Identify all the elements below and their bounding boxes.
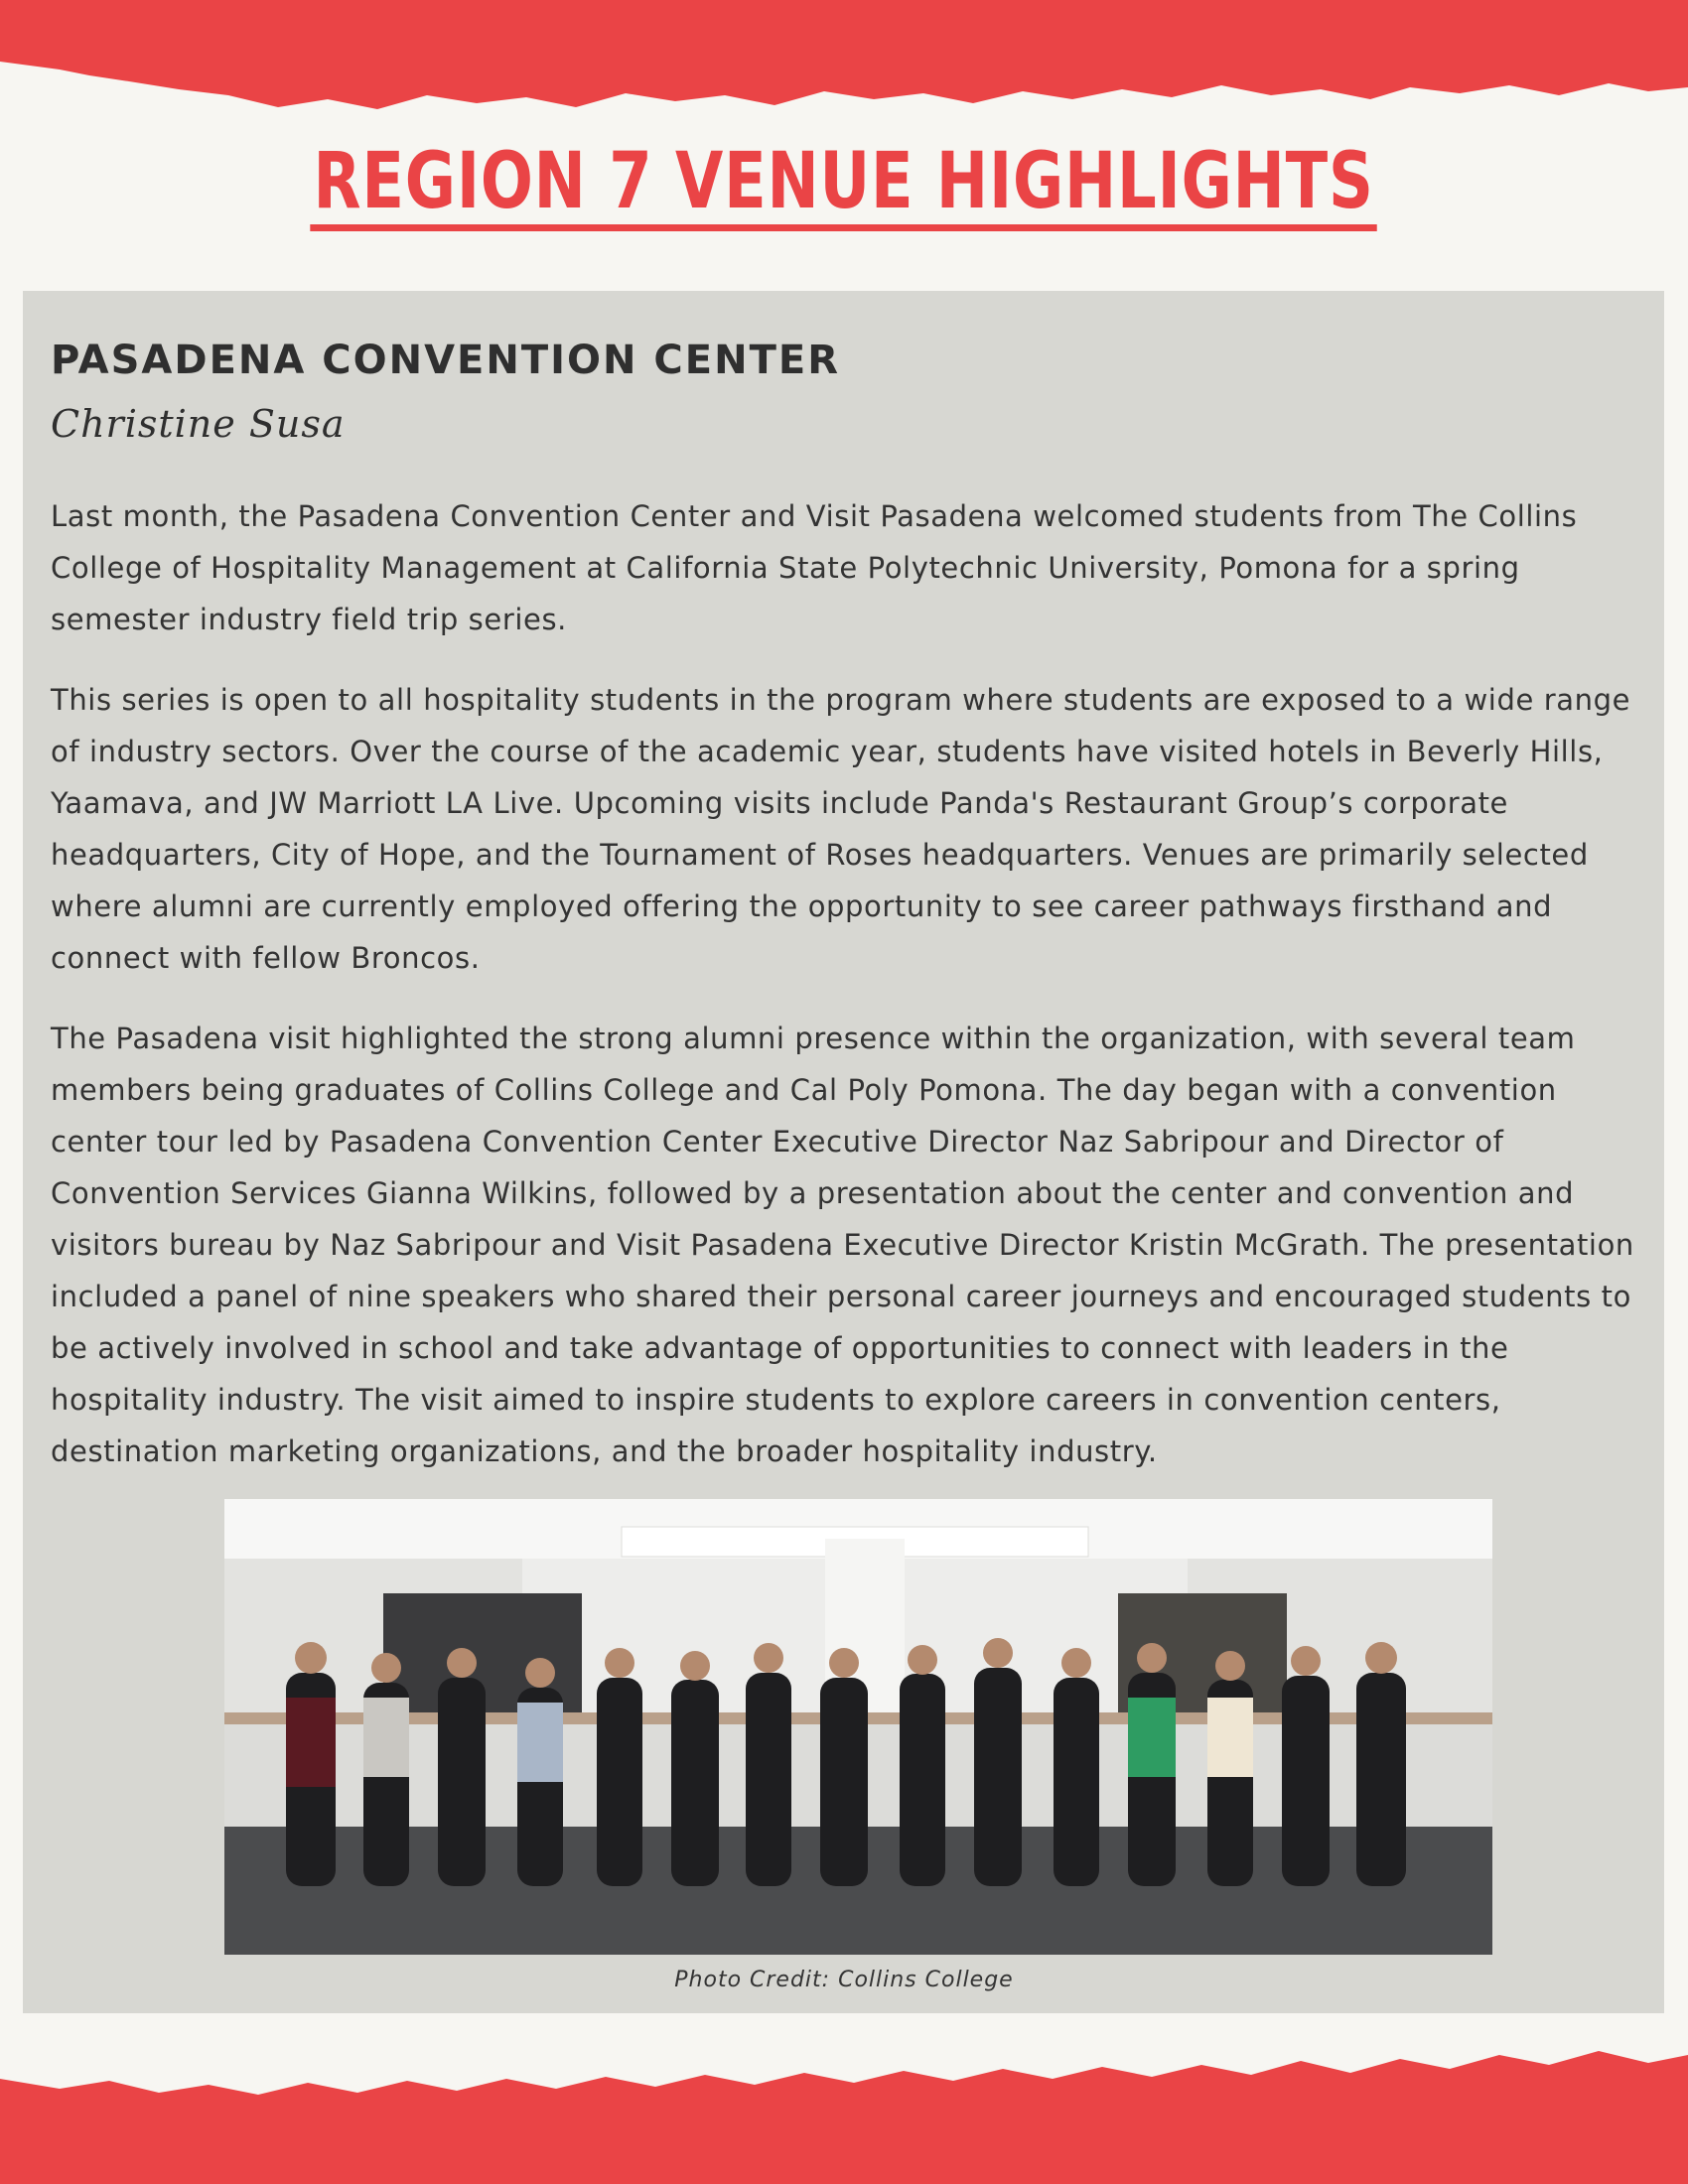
author-byline: Christine Susa: [51, 402, 346, 446]
group-photo: [224, 1499, 1492, 1955]
venue-heading: PASADENA CONVENTION CENTER: [51, 338, 840, 383]
article-body: [51, 490, 1659, 1506]
page-title: REGION 7 VENUE HIGHLIGHTS: [0, 139, 1688, 231]
top-red-brush-band: [0, 0, 1688, 129]
bottom-red-brush-band: [0, 2015, 1688, 2184]
paragraph: This series is open to all hospitality students in the program where students are exposed to a wide range of industry sectors. Over the course of the academic year, students have visited hotels in Beverly Hills, Yaamava, and JW Marriott LA Live. Upcoming visits include Panda's Restaurant Group’s corporate headquarters, City of Hope, and the Tournament of Roses headquarters. Venues are primarily selected where alumni are currently employed offering the opportunity to see career pathways firsthand and connect with fellow Broncos.: [51, 683, 1631, 975]
paragraph: The Pasadena visit highlighted the strong alumni presence within the organization, with several team members being graduates of Collins College and Cal Poly Pomona. The day began with a convention center tour led by Pasadena Convention Center Executive Director Naz Sabripour and Director of Convention Services Gianna Wilkins, followed by a presentation about the center and convention and visitors bureau by Naz Sabripour and Visit Pasadena Executive Director Kristin McGrath. The presentation included a panel of nine speakers who shared their personal career journeys and encouraged students to be actively involved in school and take advantage of opportunities to connect with leaders in the hospitality industry. The visit aimed to inspire students to explore careers in convention centers, destination marketing organizations, and the broader hospitality industry.: [51, 1022, 1634, 1468]
paragraph: Last month, the Pasadena Convention Center and Visit Pasadena welcomed students from The Collins College of Hospitality Management at California State Polytechnic University, Pomona for a spring semester industry field trip series.: [51, 499, 1578, 636]
photo-caption: Photo Credit: Collins College: [674, 1968, 1014, 1992]
